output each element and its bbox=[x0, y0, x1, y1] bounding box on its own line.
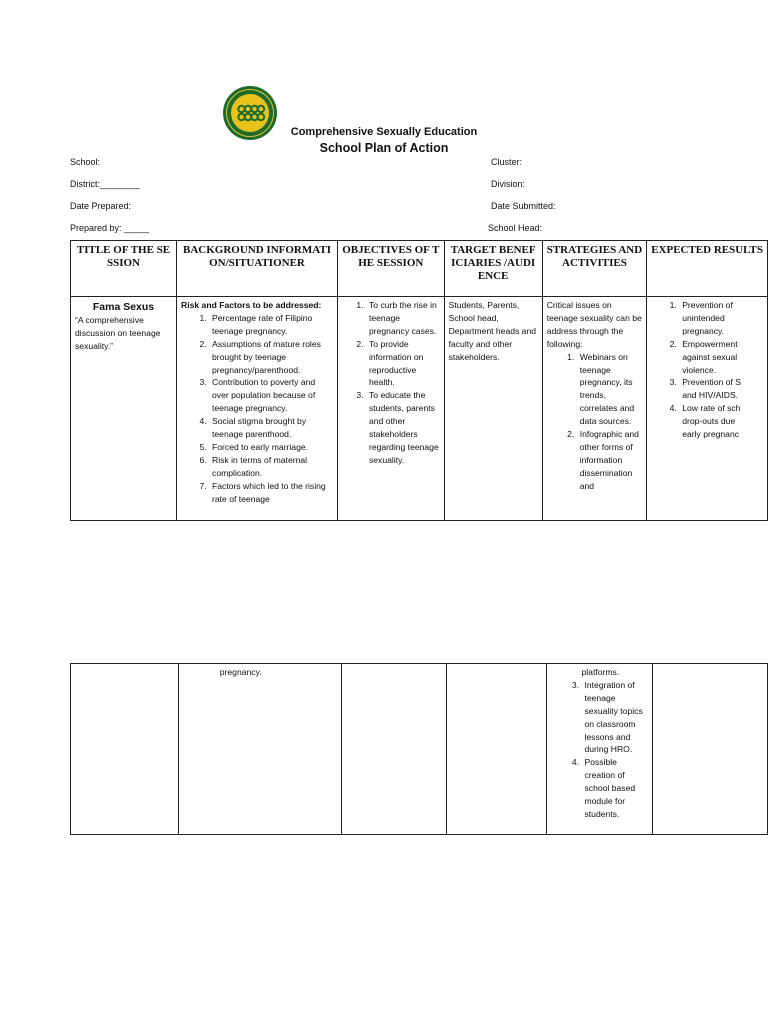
list-item: 3. To educate the students, parents and other stakeholders regarding teenage sexuality. bbox=[366, 389, 440, 466]
session-description: “A comprehensive discussion on teenage sexuality.” bbox=[75, 315, 161, 351]
cluster-field: Cluster: bbox=[491, 157, 523, 167]
background-cell bbox=[177, 297, 338, 521]
list-item: 2. Empowerment against sexual violence. bbox=[679, 338, 763, 377]
table-row bbox=[71, 297, 768, 521]
date-prepared-field: Date Prepared: bbox=[70, 201, 132, 211]
school-field: School: bbox=[70, 157, 101, 167]
header-strategies: STRATEGIES AND ACTIVITIES bbox=[542, 241, 646, 297]
strategies-continuation: platforms. bbox=[581, 667, 620, 677]
session-cell-cont bbox=[71, 664, 179, 835]
division-field: Division: bbox=[491, 179, 526, 189]
list-item: 1. To curb the rise in teenage pregnancy cases. bbox=[366, 299, 440, 338]
expected-results-cell-cont bbox=[652, 664, 767, 835]
list-item: 2. To provide information on reproductive health. bbox=[366, 338, 440, 390]
list-item: 4. Low rate of sch drop-outs due early pregnanc bbox=[679, 402, 763, 441]
list-item: 1. Prevention of unintended pregnancy. bbox=[679, 299, 763, 338]
header-title-of-session: TITLE OF THE SESSION bbox=[71, 241, 177, 297]
list-item: 3. Integration of teenage sexuality topics on classroom lessons and during HRO. bbox=[581, 679, 647, 756]
background-heading: Risk and Factors to be addressed: bbox=[181, 300, 322, 310]
list-item: 1. Webinars on teenage pregnancy, its trends, correlates and data sources. bbox=[577, 351, 642, 428]
plan-table-page2 bbox=[70, 663, 768, 835]
document-subtitle: School Plan of Action bbox=[319, 141, 449, 155]
strategies-intro: Critical issues on teenage sexuality can be address through the following: bbox=[546, 300, 642, 349]
list-item: 1. Percentage rate of Filipino teenage pregnancy. bbox=[209, 312, 333, 338]
header-expected-results: EXPECTED RESULTS bbox=[647, 241, 768, 297]
list-item: 5. Forced to early marriage. bbox=[209, 441, 333, 454]
school-head-field: School Head: bbox=[488, 223, 543, 233]
prepared-by-field: Prepared by: _____ bbox=[70, 223, 150, 233]
background-cell-cont bbox=[178, 664, 341, 835]
list-item: 3. Prevention of S and HIV/AIDS. bbox=[679, 376, 763, 402]
header-background: BACKGROUND INFORMATION/SITUATIONER bbox=[177, 241, 338, 297]
list-item: 2. Assumptions of mature roles brought by teenage pregnancy/parenthood. bbox=[209, 338, 333, 377]
list-item: 4. Social stigma brought by teenage parenthood. bbox=[209, 415, 333, 441]
target-cell-cont bbox=[447, 664, 547, 835]
session-title: Fama Sexus bbox=[92, 301, 155, 313]
list-item: 7. Factors which led to the rising rate of teenage bbox=[209, 480, 333, 506]
strategies-cell-cont bbox=[547, 664, 652, 835]
list-item: 6. Risk in terms of maternal complication. bbox=[209, 454, 333, 480]
list-item: 3. Contribution to poverty and over population because of teenage pregnancy. bbox=[209, 376, 333, 415]
target-cell: Students, Parents, School head, Department heads and faculty and other stakeholders. bbox=[444, 297, 542, 521]
table-row bbox=[71, 664, 768, 835]
document-title: Comprehensive Sexually Education bbox=[290, 126, 478, 138]
objectives-cell bbox=[337, 297, 444, 521]
expected-results-cell bbox=[647, 297, 768, 521]
list-item: 4. Possible creation of school based module for students. bbox=[581, 756, 647, 821]
header-target-beneficiaries: TARGET BENEFICIARIES /AUDIENCE bbox=[444, 241, 542, 297]
district-field: District:________ bbox=[70, 179, 141, 189]
background-continuation: pregnancy. bbox=[219, 667, 262, 677]
session-cell bbox=[71, 297, 177, 521]
header-objectives: OBJECTIVES OF THE SESSION bbox=[337, 241, 444, 297]
strategies-cell bbox=[542, 297, 646, 521]
objectives-cell-cont bbox=[341, 664, 447, 835]
date-submitted-field: Date Submitted: bbox=[491, 201, 556, 211]
list-item: 2. Infographic and other forms of information dissemination and bbox=[577, 428, 642, 493]
plan-table-page1 bbox=[70, 240, 768, 521]
table-header-row bbox=[71, 241, 768, 297]
